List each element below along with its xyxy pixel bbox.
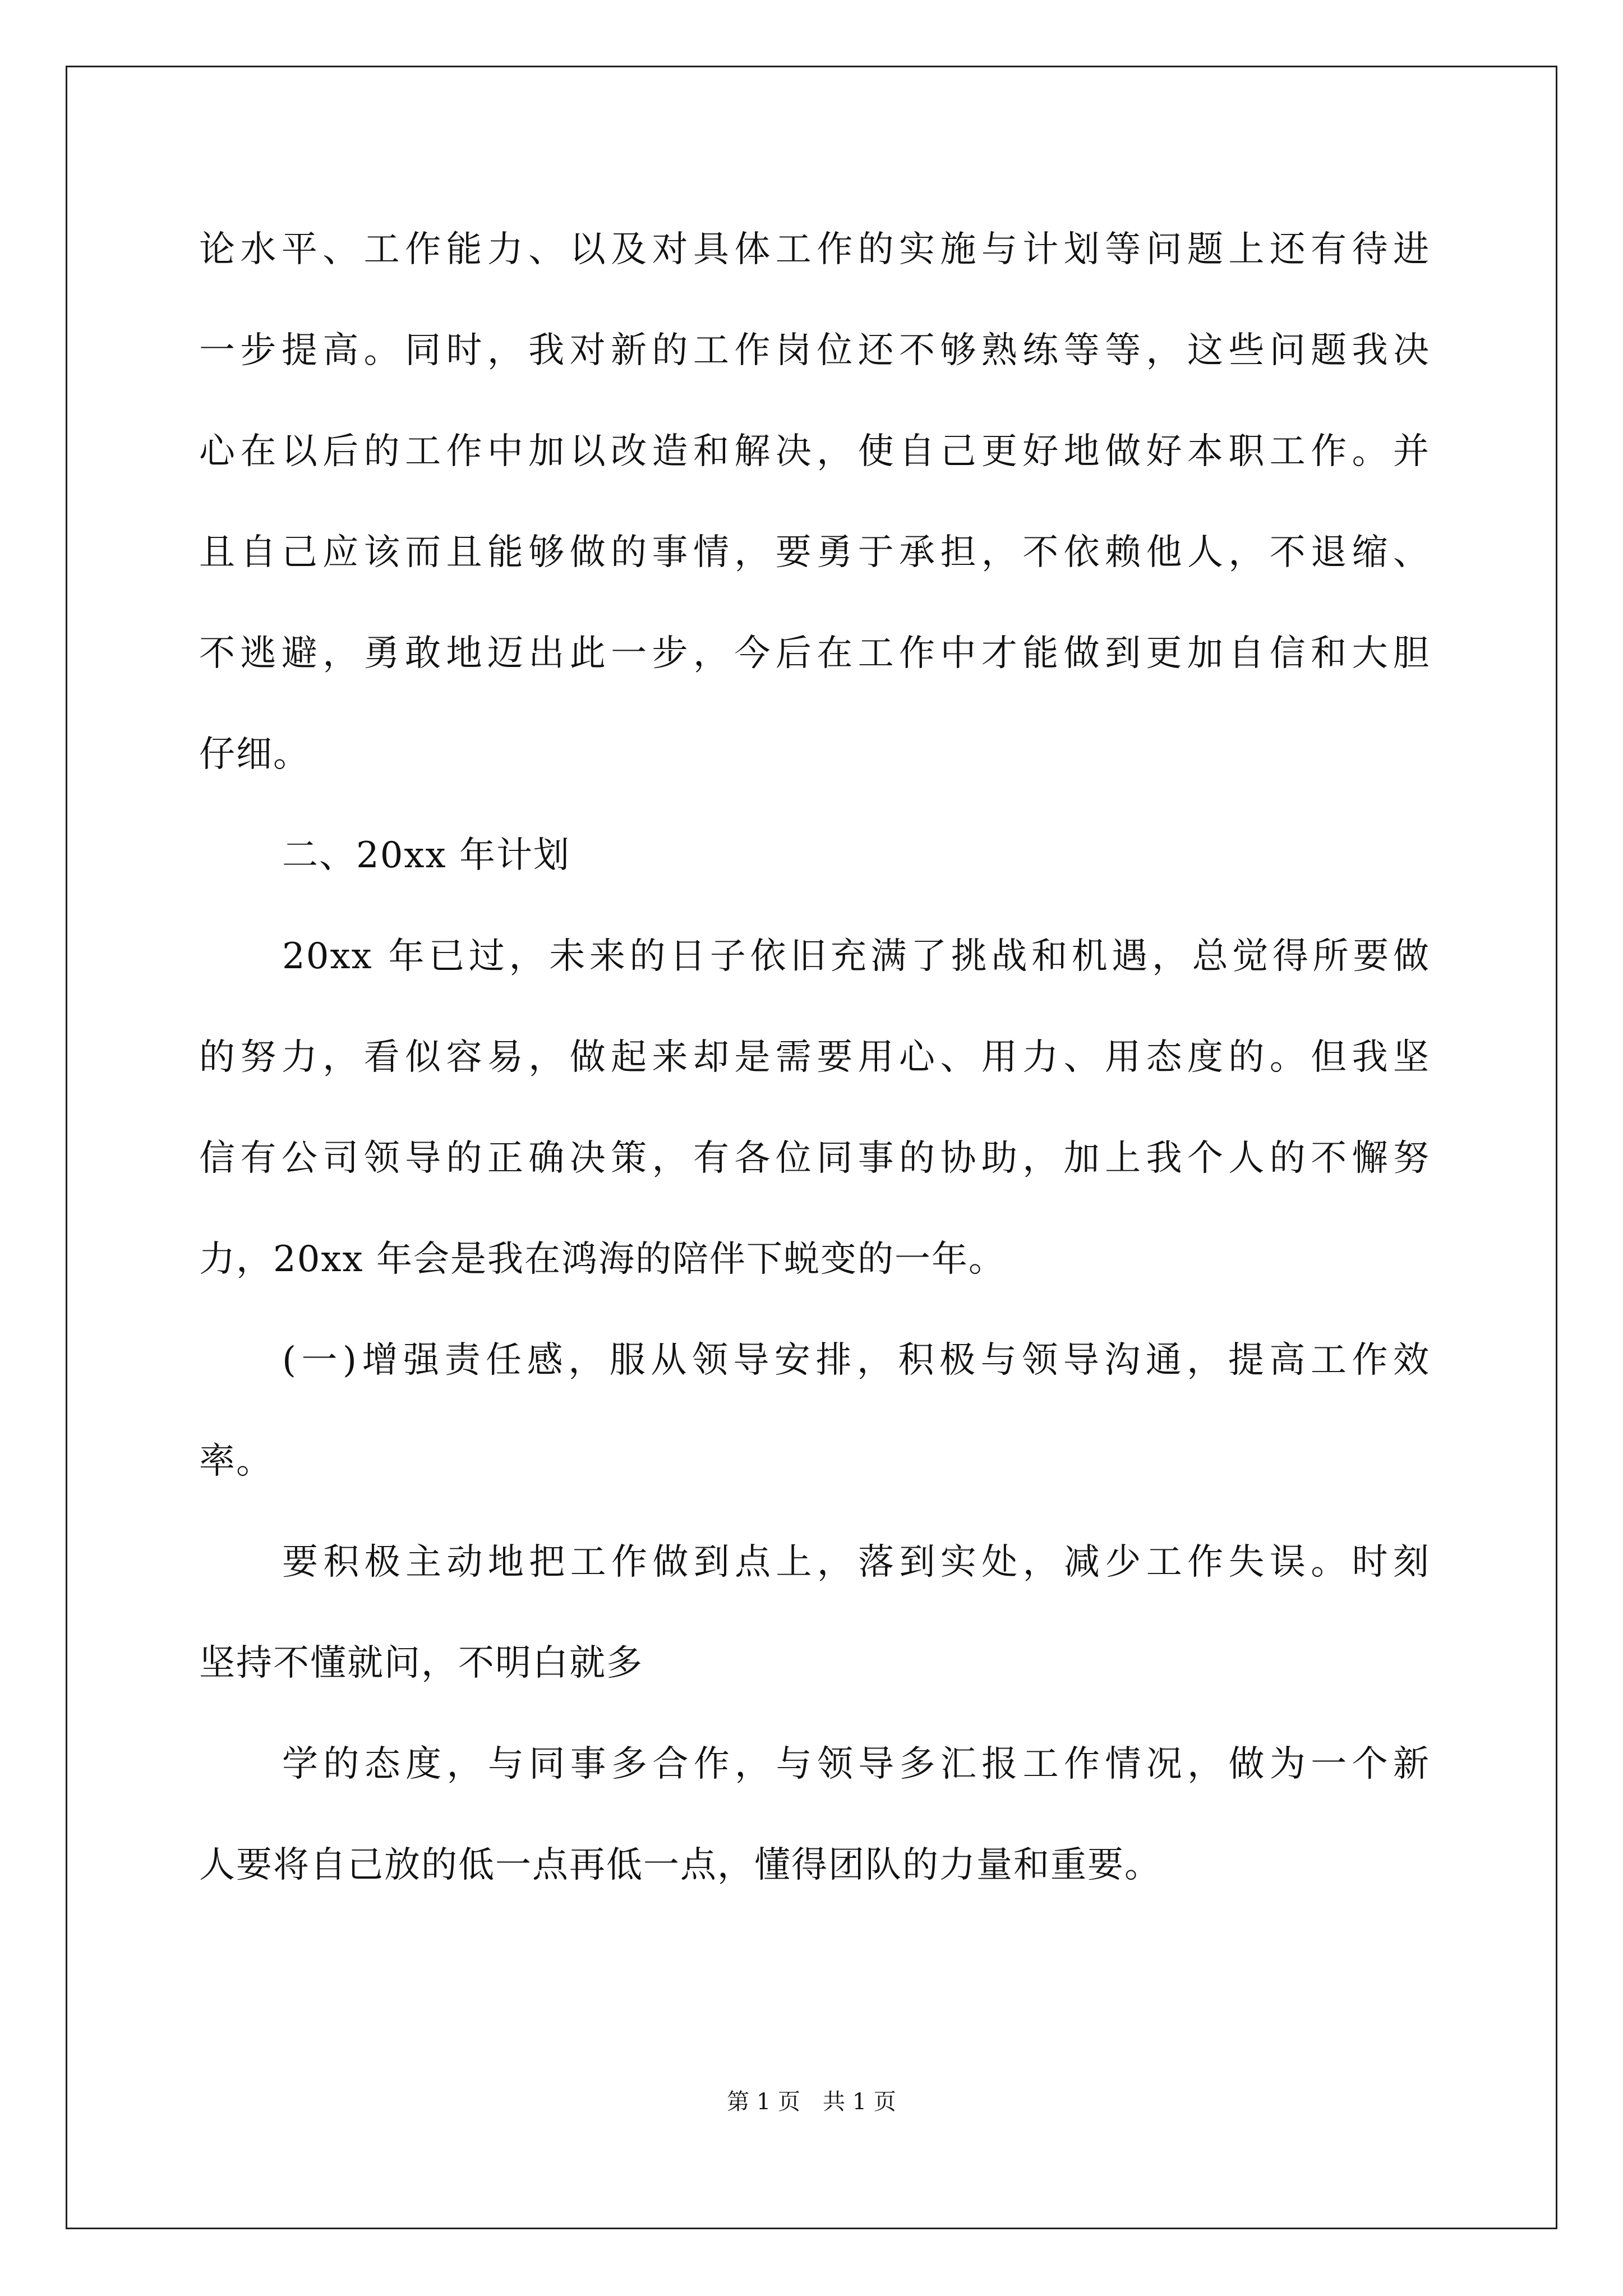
paragraph-line-12: 坚持不懂就问，不明白就多 [199,1642,643,1684]
paragraph-line-13: 学的态度，与同事多合作，与领导多汇报工作情况，做为一个新 [282,1743,1430,1785]
paragraph-line-3: 心在以后的工作中加以改造和解决，使自己更好地做好本职工作。并 [199,431,1430,472]
paragraph-line-2: 一步提高。同时，我对新的工作岗位还不够熟练等等，这些问题我决 [199,330,1430,371]
page-number: 第 1 页 [727,2089,800,2115]
page-total: 共 1 页 [823,2089,896,2115]
paragraph-line-1: 论水平、工作能力、以及对具体工作的实施与计划等问题上还有待进 [199,229,1430,270]
paragraph-line-5: 不逃避，勇敢地迈出此一步，今后在工作中才能做到更加自信和大胆 [199,633,1430,674]
paragraph-line-14: 人要将自己放的低一点再低一点，懂得团队的力量和重要。 [199,1844,1161,1886]
subsection-heading-line-1: (一)增强责任感，服从领导安排，积极与领导沟通，提高工作效 [282,1340,1430,1381]
paragraph-line-6: 仔细。 [199,734,310,775]
page-footer [0,2088,1623,2116]
paragraph-line-10: 力，20xx 年会是我在鸿海的陪伴下蜕变的一年。 [199,1239,1006,1280]
subsection-heading-line-2: 率。 [199,1441,273,1482]
paragraph-line-11: 要积极主动地把工作做到点上，落到实处，减少工作失误。时刻 [282,1542,1430,1583]
paragraph-line-8: 的努力，看似容易，做起来却是需要用心、用力、用态度的。但我坚 [199,1037,1430,1078]
section-heading: 二、20xx 年计划 [282,835,570,876]
paragraph-line-4: 且自己应该而且能够做的事情，要勇于承担，不依赖他人，不退缩、 [199,532,1430,573]
paragraph-line-7: 20xx 年已过，未来的日子依旧充满了挑战和机遇，总觉得所要做 [282,936,1430,977]
paragraph-line-9: 信有公司领导的正确决策，有各位同事的协助，加上我个人的不懈努 [199,1138,1430,1179]
